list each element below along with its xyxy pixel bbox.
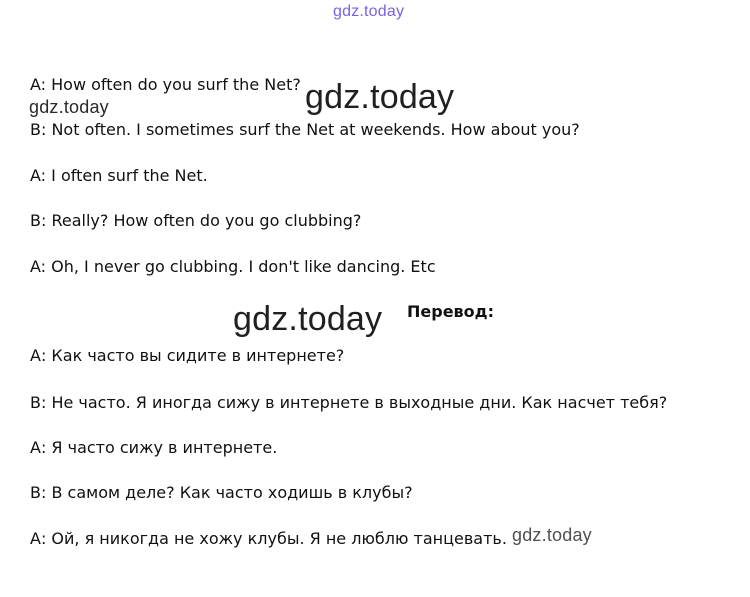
watermark-top: gdz.today — [333, 3, 405, 20]
dialogue-line-en-4: B: Really? How often do you go clubbing? — [30, 211, 362, 230]
dialogue-line-en-1: A: How often do you surf the Net? — [30, 75, 301, 94]
dialogue-line-ru-3: А: Я часто сижу в интернете. — [30, 438, 278, 457]
translation-heading: Перевод: — [407, 302, 494, 321]
dialogue-line-ru-4: В: В самом деле? Как часто ходишь в клубы? — [30, 483, 413, 502]
dialogue-line-ru-2: В: Не часто. Я иногда сижу в интернете в выходные дни. Как насчет тебя? — [30, 393, 668, 412]
watermark-large-2: gdz.today — [233, 300, 383, 338]
watermark-bottom: gdz.today — [512, 525, 592, 545]
dialogue-line-en-5: A: Oh, I never go clubbing. I don't like dancing. Etc — [30, 257, 436, 276]
dialogue-line-ru-1: А: Как часто вы сидите в интернете? — [30, 346, 345, 365]
dialogue-line-en-2: B: Not often. I sometimes surf the Net at weekends. How about you? — [30, 120, 580, 139]
watermark-small-1: gdz.today — [29, 97, 109, 117]
dialogue-line-ru-5: А: Ой, я никогда не хожу клубы. Я не люблю танцевать. — [30, 529, 507, 548]
dialogue-line-en-3: A: I often surf the Net. — [30, 166, 208, 185]
watermark-large-1: gdz.today — [305, 78, 455, 116]
